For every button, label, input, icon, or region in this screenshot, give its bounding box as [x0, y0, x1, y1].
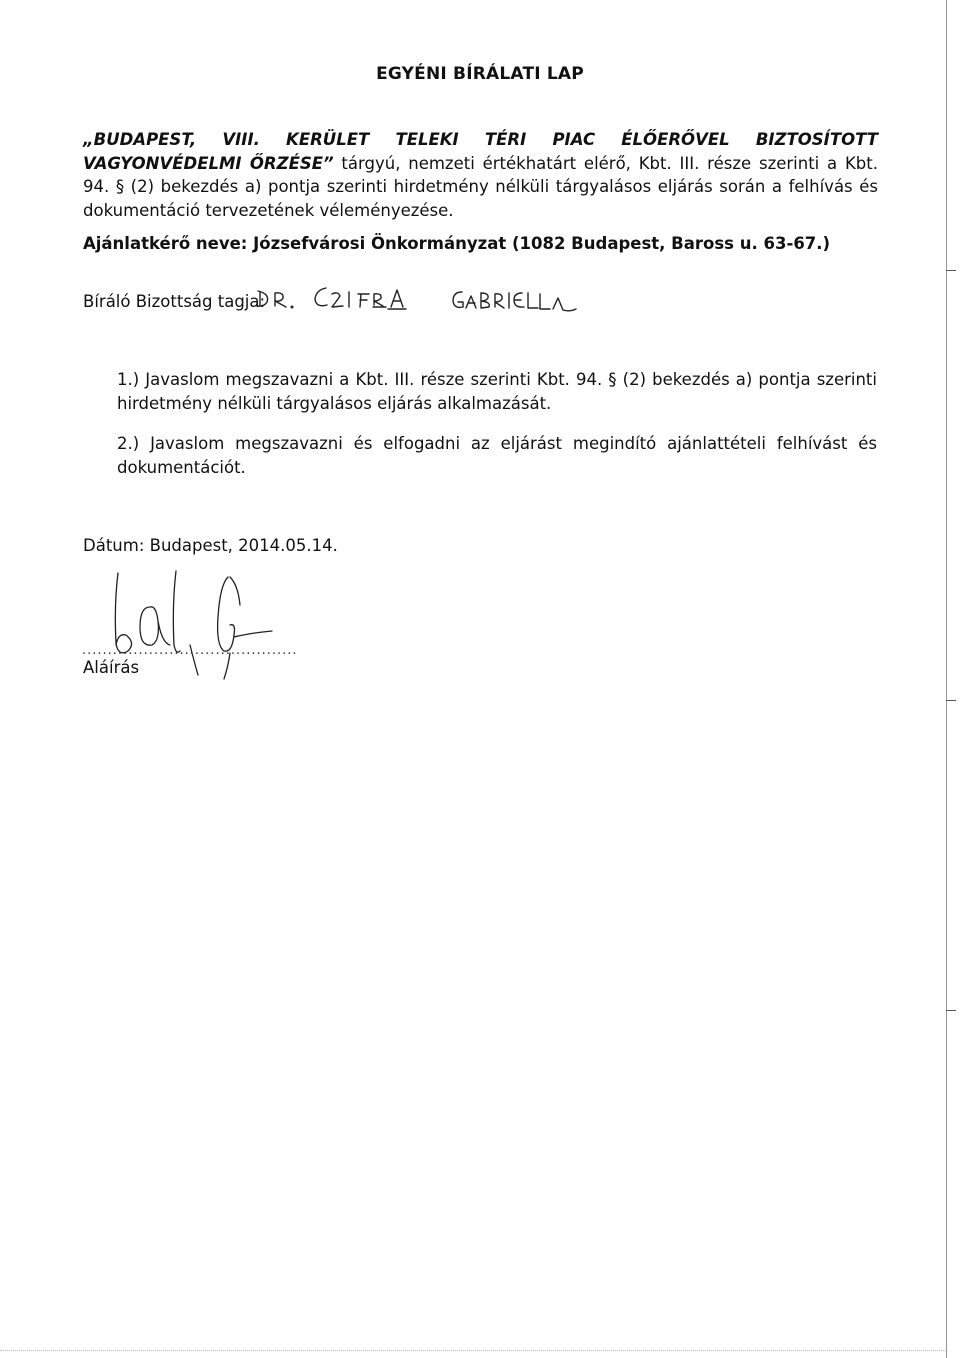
- subject-text: tárgyú, nemzeti értékhatárt elérő, Kbt. III. része szerinti a Kbt. 94. § (2) bekezdés a) pontja szerinti hirdetmény nélküli tárgyalásos eljárás során a felhívás és dokumentáció tervezetének véleményezése.: [83, 153, 878, 220]
- subject-title: „BUDAPEST, VIII. KERÜLET TELEKI TÉRI PIAC ÉLŐERŐVEL BIZTOSÍTOTT VAGYONVÉDELMI ŐRZÉSE”: [83, 130, 878, 173]
- page-edge-line: [946, 0, 947, 1358]
- signature-label: Aláírás: [83, 658, 140, 677]
- committee-member-label: Bíráló Bizottság tagja:: [83, 292, 266, 311]
- scan-bottom-line: [0, 1350, 946, 1351]
- date-line: Dátum: Budapest, 2014.05.14.: [83, 536, 338, 555]
- handwritten-member-name: [248, 278, 578, 326]
- signature-line: ..........................................: [82, 643, 298, 658]
- page-edge-tick: [946, 1010, 956, 1011]
- page-edge-tick: [946, 700, 956, 701]
- proposal-item-2: 2.) Javaslom megszavazni és elfogadni az eljárást megindító ajánlattételi felhívást és dokumentációt.: [117, 434, 877, 477]
- document-title: EGYÉNI BÍRÁLATI LAP: [376, 64, 584, 84]
- page-edge-tick: [946, 270, 956, 271]
- subject-paragraph: [83, 128, 878, 222]
- requester-line: Ajánlatkérő neve: Józsefvárosi Önkormányzat (1082 Budapest, Baross u. 63-67.): [83, 234, 831, 253]
- proposal-item-1: 1.) Javaslom megszavazni a Kbt. III. része szerinti Kbt. 94. § (2) bekezdés a) pontja szerinti hirdetmény nélküli tárgyalásos eljárás alkalmazását.: [117, 370, 877, 413]
